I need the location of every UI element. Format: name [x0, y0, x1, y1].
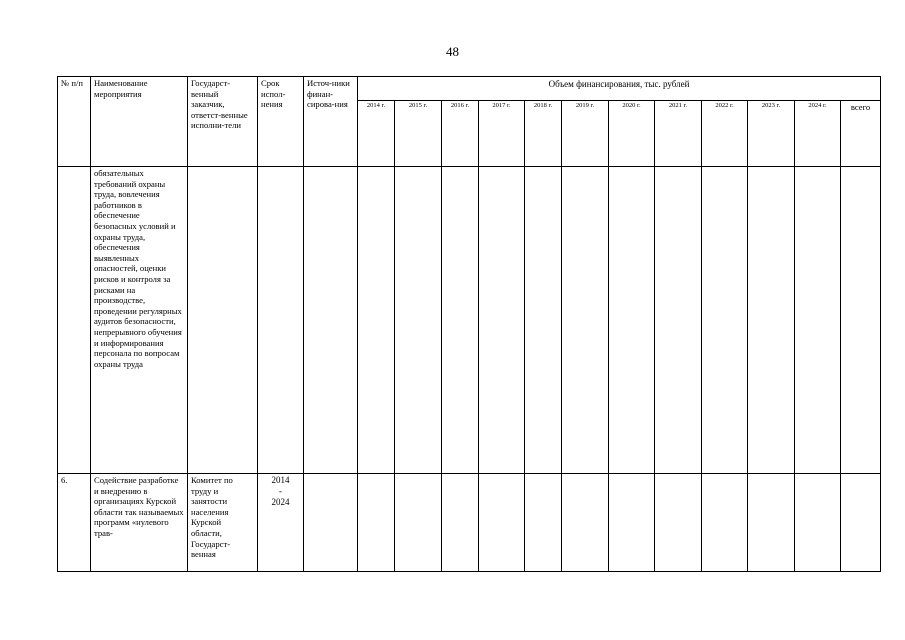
- row-name: обязательных требований охраны труда, вовлечения работников в обеспечение безопасных условий и охраны труда, обеспечения выявленных опасностей, оценки рисков и контроля за рисками на производстве, проведении регулярных аудитов безопасности, непрерывного обучения и информирования персонала по вопросам охраны труда: [91, 167, 188, 474]
- row-value-cell: [358, 474, 395, 572]
- header-year: 2024 г.: [795, 101, 841, 167]
- row-customer: [188, 167, 258, 474]
- term-dash: -: [279, 486, 282, 496]
- header-year: 2019 г.: [562, 101, 609, 167]
- row-value-cell: [655, 167, 702, 474]
- header-year: 2023 г.: [748, 101, 795, 167]
- row-term: [258, 474, 304, 572]
- header-customer: Государст-венный заказчик, ответст-венные исполни-тели: [188, 77, 258, 167]
- header-year: 2014 г.: [358, 101, 395, 167]
- header-total: всего: [841, 101, 881, 167]
- row-value-cell: [841, 167, 881, 474]
- row-value-cell: [525, 167, 562, 474]
- term-start: 2014: [271, 475, 290, 485]
- row-term: [258, 167, 304, 474]
- row-value-cell: [748, 167, 795, 474]
- header-term: Срок испол-нения: [258, 77, 304, 167]
- row-name: Содействие разработке и внедрению в организациях Курской области так называемых программ «нулевого трав-: [91, 474, 188, 572]
- row-sources: [304, 474, 358, 572]
- header-year: 2017 г.: [479, 101, 525, 167]
- row-value-cell: [748, 474, 795, 572]
- row-value-cell: [841, 474, 881, 572]
- row-value-cell: [609, 474, 655, 572]
- financing-table: [57, 76, 881, 572]
- table-row: [58, 167, 881, 474]
- row-value-cell: [655, 474, 702, 572]
- row-value-cell: [795, 167, 841, 474]
- row-value-cell: [479, 474, 525, 572]
- row-sources: [304, 167, 358, 474]
- row-value-cell: [395, 167, 442, 474]
- row-num: [58, 167, 91, 474]
- header-year: 2015 г.: [395, 101, 442, 167]
- page-number: 48: [446, 44, 459, 59]
- row-value-cell: [479, 167, 525, 474]
- row-value-cell: [562, 474, 609, 572]
- row-value-cell: [358, 167, 395, 474]
- header-name: Наименование мероприятия: [91, 77, 188, 167]
- header-year: 2022 г.: [702, 101, 748, 167]
- header-num: № п/п: [58, 77, 91, 167]
- row-value-cell: [702, 167, 748, 474]
- header-year: 2016 г.: [442, 101, 479, 167]
- row-value-cell: [562, 167, 609, 474]
- header-year: 2020 г.: [609, 101, 655, 167]
- header-financing: Объем финансирования, тыс. рублей: [358, 77, 881, 101]
- row-value-cell: [795, 474, 841, 572]
- term-end: 2024: [271, 497, 290, 507]
- row-value-cell: [442, 474, 479, 572]
- header-sources: Источ-ники финан-сирова-ния: [304, 77, 358, 167]
- row-value-cell: [702, 474, 748, 572]
- row-value-cell: [442, 167, 479, 474]
- row-value-cell: [525, 474, 562, 572]
- header-row-1: [58, 77, 881, 101]
- row-num: 6.: [58, 474, 91, 572]
- header-year: 2021 г.: [655, 101, 702, 167]
- table-row: [58, 474, 881, 572]
- row-value-cell: [609, 167, 655, 474]
- header-year: 2018 г.: [525, 101, 562, 167]
- row-customer: Комитет по труду и занятости населения Курской области, Государст-венная: [188, 474, 258, 572]
- row-value-cell: [395, 474, 442, 572]
